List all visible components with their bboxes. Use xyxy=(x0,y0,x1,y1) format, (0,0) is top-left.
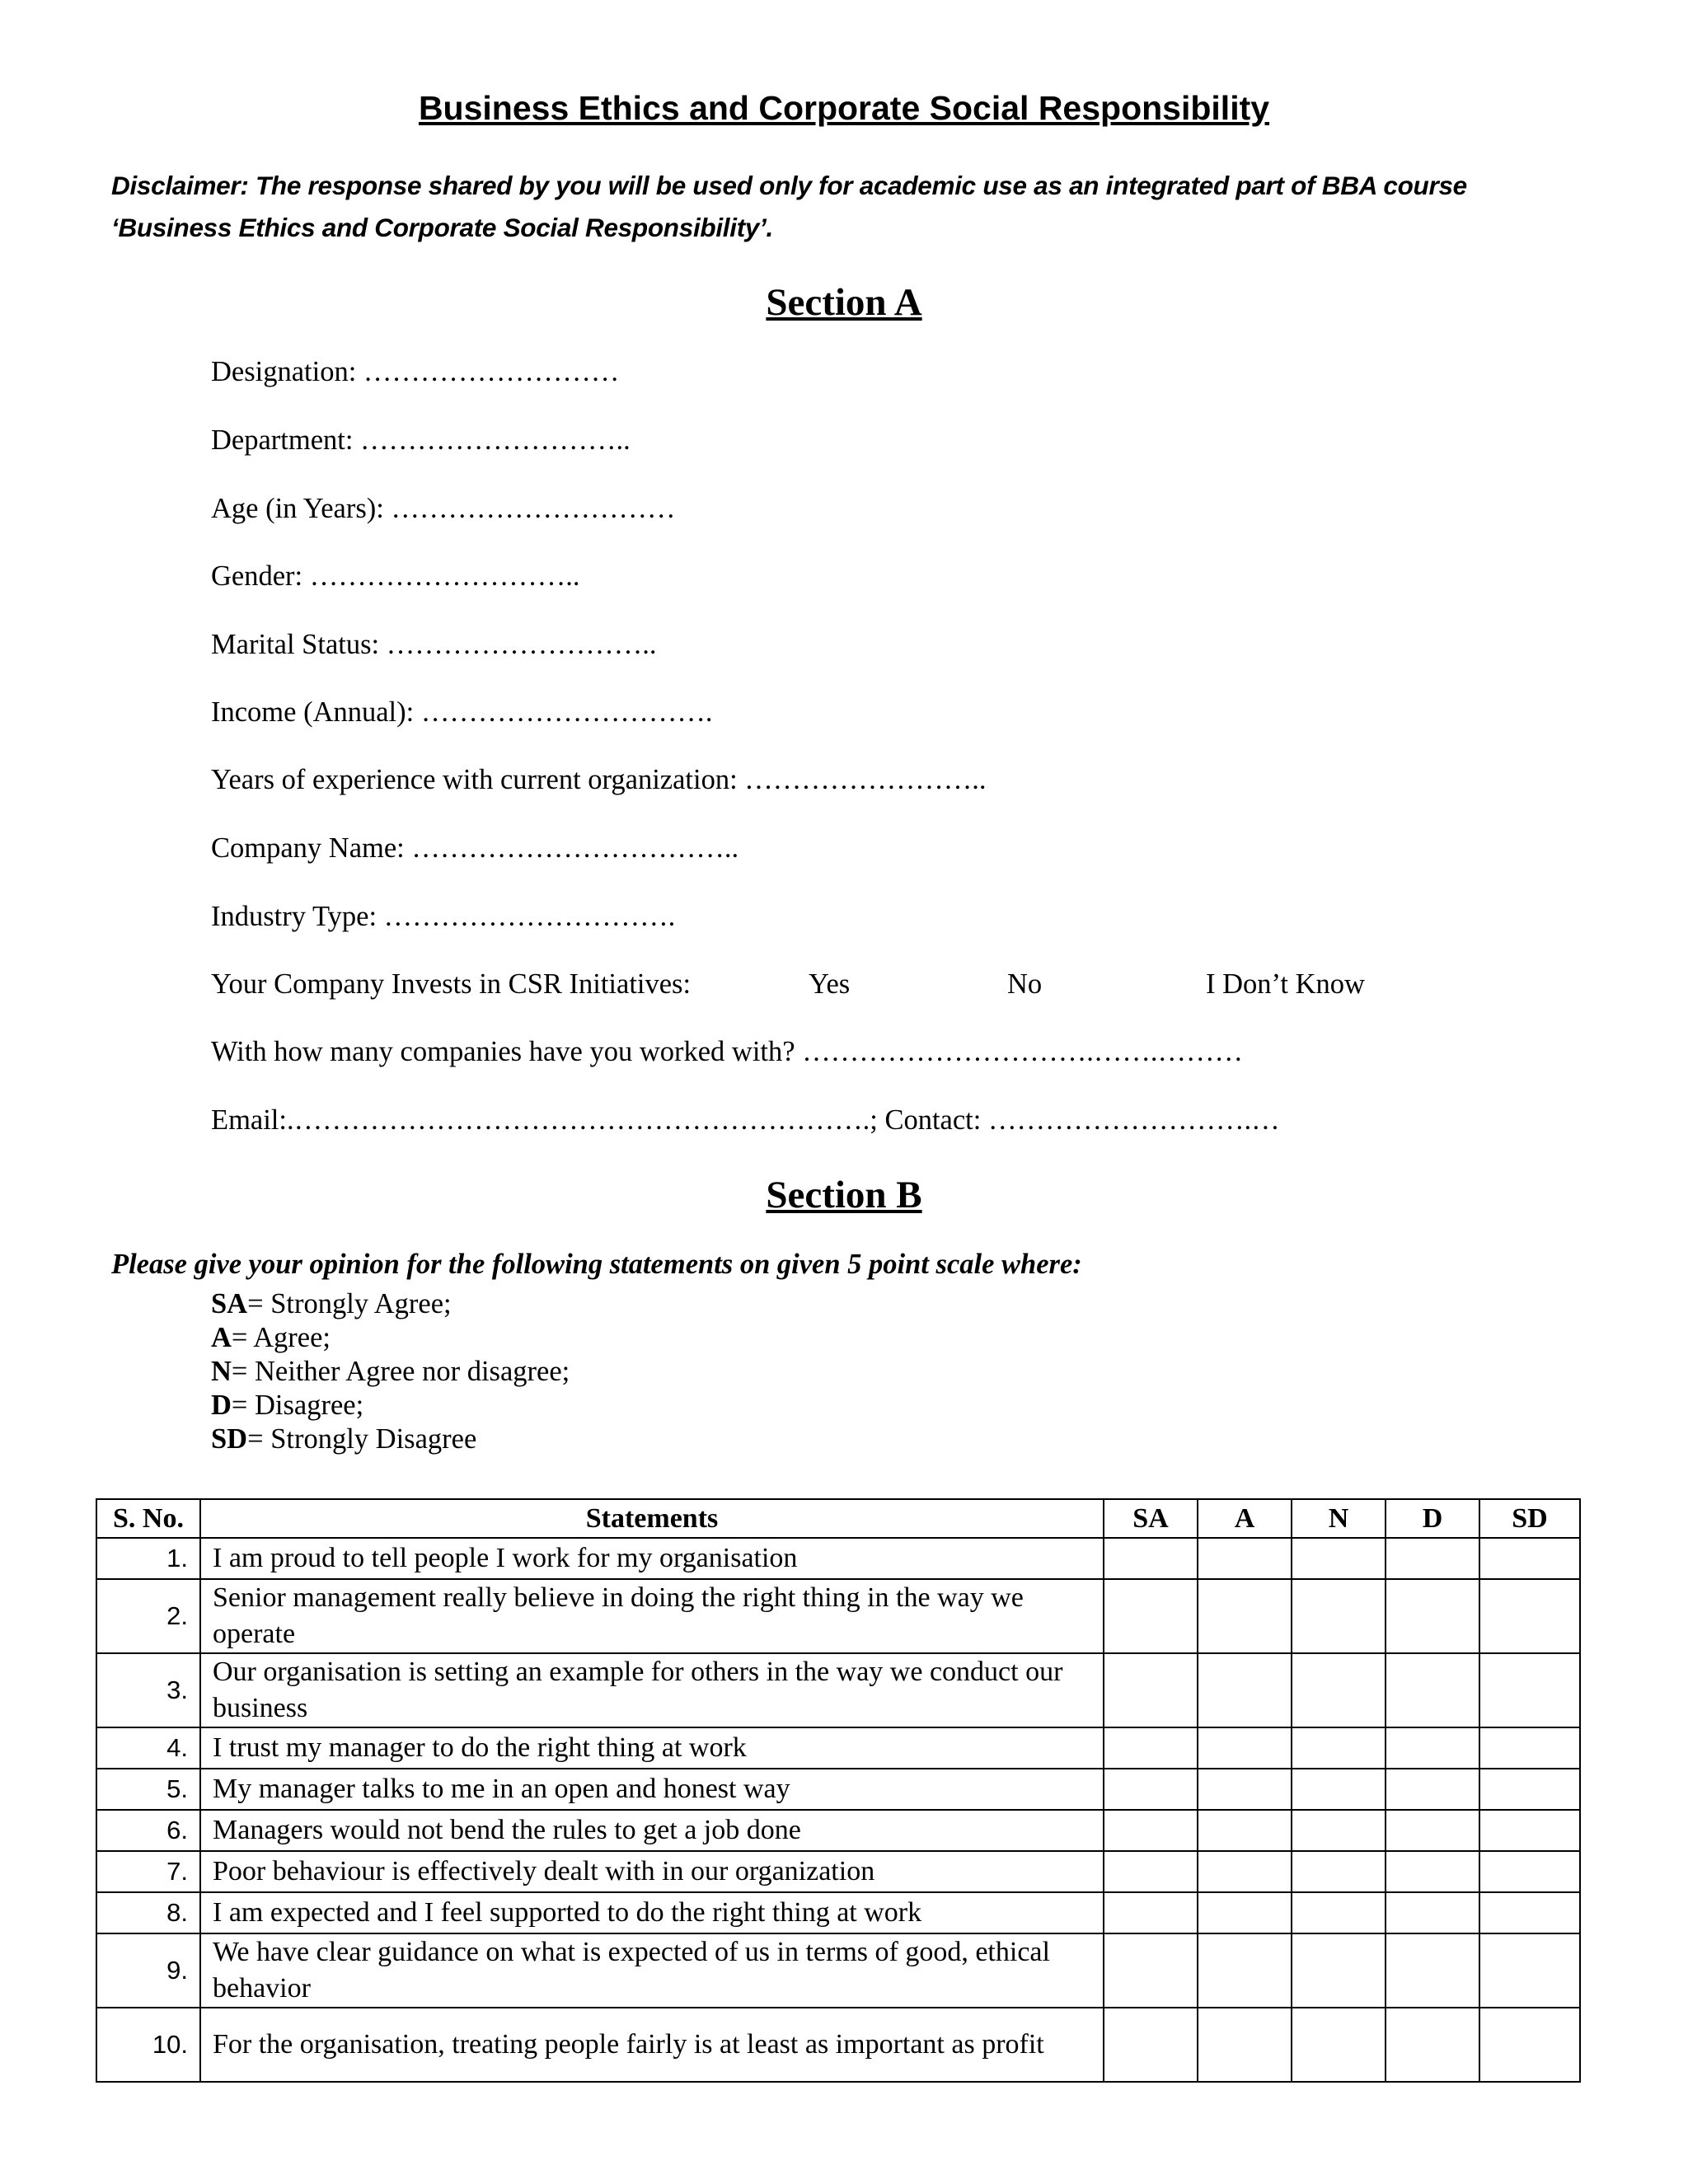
legend-abbr: SA xyxy=(211,1288,248,1319)
rating-table xyxy=(96,1498,1581,2083)
table-row xyxy=(96,2008,1580,2082)
legend-text: = Strongly Disagree xyxy=(247,1423,477,1455)
table-row xyxy=(96,1851,1580,1892)
row-statement: My manager talks to me in an open and honest way xyxy=(200,1769,1104,1810)
row-number: 9. xyxy=(96,1933,200,2008)
row-number: 7. xyxy=(96,1851,200,1892)
csr-option-no[interactable]: No xyxy=(1007,968,1043,1000)
section-a-heading: Section A xyxy=(766,281,922,324)
csr-question-label: Your Company Invests in CSR Initiatives: xyxy=(211,968,692,1000)
disclaimer-line-1: Disclaimer: The response shared by you will be used only for academic use as an integrated part of BBA course xyxy=(111,171,1467,200)
row-statement: Managers would not bend the rules to get a job done xyxy=(200,1810,1104,1851)
rating-cell-a[interactable] xyxy=(1198,1933,1292,2008)
rating-cell-n[interactable] xyxy=(1292,1933,1386,2008)
section-b-heading: Section B xyxy=(766,1174,922,1216)
rating-cell-a[interactable] xyxy=(1198,1579,1292,1653)
csr-option-dont-know[interactable]: I Don’t Know xyxy=(1206,968,1365,1000)
rating-cell-sd[interactable] xyxy=(1479,2008,1580,2082)
rating-cell-n[interactable] xyxy=(1292,2008,1386,2082)
legend-item xyxy=(211,1422,476,1455)
rating-cell-d[interactable] xyxy=(1386,1810,1479,1851)
rating-cell-d[interactable] xyxy=(1386,1653,1479,1727)
rating-cell-sa[interactable] xyxy=(1104,1892,1198,1933)
legend-text: = Disagree; xyxy=(231,1390,364,1421)
legend-abbr: D xyxy=(211,1390,232,1421)
scale-instructions: Please give your opinion for the following statements on given 5 point scale where: xyxy=(111,1249,1082,1280)
rating-cell-d[interactable] xyxy=(1386,1538,1479,1579)
legend-item xyxy=(211,1389,363,1422)
legend-item xyxy=(211,1355,570,1388)
row-number: 2. xyxy=(96,1579,200,1653)
rating-cell-a[interactable] xyxy=(1198,1653,1292,1727)
rating-cell-d[interactable] xyxy=(1386,2008,1479,2082)
rating-cell-d[interactable] xyxy=(1386,1892,1479,1933)
rating-cell-n[interactable] xyxy=(1292,1653,1386,1727)
rating-cell-n[interactable] xyxy=(1292,1851,1386,1892)
rating-cell-sd[interactable] xyxy=(1479,1538,1580,1579)
department-field[interactable]: Department: ……………………….. xyxy=(211,424,631,456)
row-statement: Our organisation is setting an example for others in the way we conduct our business xyxy=(200,1653,1104,1727)
table-row xyxy=(96,1769,1580,1810)
row-statement: I am proud to tell people I work for my organisation xyxy=(200,1538,1104,1579)
rating-cell-sd[interactable] xyxy=(1479,1579,1580,1653)
legend-abbr: SD xyxy=(211,1423,248,1455)
rating-cell-d[interactable] xyxy=(1386,1769,1479,1810)
row-statement: I trust my manager to do the right thing at work xyxy=(200,1727,1104,1769)
age-field[interactable]: Age (in Years): ………………………… xyxy=(211,493,676,524)
company-name-field[interactable]: Company Name: …………………………….. xyxy=(211,832,739,864)
companies-worked-field[interactable]: With how many companies have you worked with? ………………………….…….……… xyxy=(211,1036,1243,1067)
rating-cell-sa[interactable] xyxy=(1104,1727,1198,1769)
col-header-d: D xyxy=(1386,1499,1479,1538)
rating-cell-sd[interactable] xyxy=(1479,1892,1580,1933)
rating-cell-sa[interactable] xyxy=(1104,1653,1198,1727)
table-row xyxy=(96,1538,1580,1579)
rating-cell-n[interactable] xyxy=(1292,1769,1386,1810)
rating-cell-n[interactable] xyxy=(1292,1579,1386,1653)
row-statement: Senior management really believe in doing the right thing in the way we operate xyxy=(200,1579,1104,1653)
col-header-sd: SD xyxy=(1479,1499,1580,1538)
row-number: 5. xyxy=(96,1769,200,1810)
col-header-a: A xyxy=(1198,1499,1292,1538)
disclaimer xyxy=(111,165,1595,249)
rating-cell-sa[interactable] xyxy=(1104,1810,1198,1851)
rating-cell-d[interactable] xyxy=(1386,1851,1479,1892)
row-statement: Poor behaviour is effectively dealt with in our organization xyxy=(200,1851,1104,1892)
row-number: 4. xyxy=(96,1727,200,1769)
table-row xyxy=(96,1727,1580,1769)
col-header-n: N xyxy=(1292,1499,1386,1538)
experience-field[interactable]: Years of experience with current organization: …………………….. xyxy=(211,764,987,795)
rating-cell-n[interactable] xyxy=(1292,1538,1386,1579)
row-statement: For the organisation, treating people fairly is at least as important as profit xyxy=(200,2008,1104,2082)
rating-cell-d[interactable] xyxy=(1386,1579,1479,1653)
designation-field[interactable]: Designation: ……………………… xyxy=(211,356,620,387)
rating-cell-d[interactable] xyxy=(1386,1727,1479,1769)
col-header-sno: S. No. xyxy=(96,1499,200,1538)
col-header-sa: SA xyxy=(1104,1499,1198,1538)
csr-option-yes[interactable]: Yes xyxy=(809,968,851,1000)
row-number: 3. xyxy=(96,1653,200,1727)
rating-cell-a[interactable] xyxy=(1198,1851,1292,1892)
table-row xyxy=(96,1810,1580,1851)
legend-abbr: A xyxy=(211,1322,232,1353)
rating-cell-sa[interactable] xyxy=(1104,1769,1198,1810)
table-row xyxy=(96,1892,1580,1933)
rating-cell-sd[interactable] xyxy=(1479,1769,1580,1810)
rating-cell-sd[interactable] xyxy=(1479,1727,1580,1769)
legend-abbr: N xyxy=(211,1356,232,1387)
rating-cell-a[interactable] xyxy=(1198,1769,1292,1810)
row-number: 10. xyxy=(96,2008,200,2082)
marital-status-field[interactable]: Marital Status: ……………………….. xyxy=(211,629,657,660)
rating-cell-n[interactable] xyxy=(1292,1810,1386,1851)
rating-cell-sd[interactable] xyxy=(1479,1810,1580,1851)
row-statement: I am expected and I feel supported to do the right thing at work xyxy=(200,1892,1104,1933)
document-title: Business Ethics and Corporate Social Responsibility xyxy=(418,89,1270,127)
rating-cell-a[interactable] xyxy=(1198,1727,1292,1769)
rating-cell-a[interactable] xyxy=(1198,2008,1292,2082)
rating-cell-sa[interactable] xyxy=(1104,1579,1198,1653)
rating-cell-a[interactable] xyxy=(1198,1892,1292,1933)
legend-item xyxy=(211,1287,452,1320)
rating-cell-sd[interactable] xyxy=(1479,1851,1580,1892)
rating-cell-a[interactable] xyxy=(1198,1538,1292,1579)
rating-cell-sa[interactable] xyxy=(1104,2008,1198,2082)
rating-cell-d[interactable] xyxy=(1386,1933,1479,2008)
rating-cell-n[interactable] xyxy=(1292,1727,1386,1769)
industry-type-field[interactable]: Industry Type: …………………………. xyxy=(211,901,676,932)
rating-cell-sa[interactable] xyxy=(1104,1538,1198,1579)
legend-text: = Neither Agree nor disagree; xyxy=(231,1356,570,1387)
table-row xyxy=(96,1579,1580,1653)
rating-cell-sa[interactable] xyxy=(1104,1933,1198,2008)
table-body xyxy=(96,1538,1580,2082)
income-field[interactable]: Income (Annual): …………………………. xyxy=(211,696,713,728)
table-row xyxy=(96,1933,1580,2008)
email-contact-field[interactable]: Email:.…………………………………………………….; Contact: ……………………….… xyxy=(211,1104,1280,1136)
disclaimer-line-2: ‘Business Ethics and Corporate Social Responsibility’. xyxy=(111,213,774,242)
rating-cell-n[interactable] xyxy=(1292,1892,1386,1933)
col-header-statements: Statements xyxy=(200,1499,1104,1538)
rating-cell-sa[interactable] xyxy=(1104,1851,1198,1892)
legend-item xyxy=(211,1321,331,1354)
legend-text: = Agree; xyxy=(231,1322,331,1353)
row-number: 1. xyxy=(96,1538,200,1579)
row-number: 8. xyxy=(96,1892,200,1933)
rating-cell-sd[interactable] xyxy=(1479,1933,1580,2008)
rating-cell-a[interactable] xyxy=(1198,1810,1292,1851)
gender-field[interactable]: Gender: ……………………….. xyxy=(211,560,580,592)
table-row xyxy=(96,1653,1580,1727)
legend-text: = Strongly Agree; xyxy=(247,1288,452,1319)
row-statement: We have clear guidance on what is expected of us in terms of good, ethical behavior xyxy=(200,1933,1104,2008)
row-number: 6. xyxy=(96,1810,200,1851)
table-header-row xyxy=(96,1499,1580,1538)
rating-cell-sd[interactable] xyxy=(1479,1653,1580,1727)
